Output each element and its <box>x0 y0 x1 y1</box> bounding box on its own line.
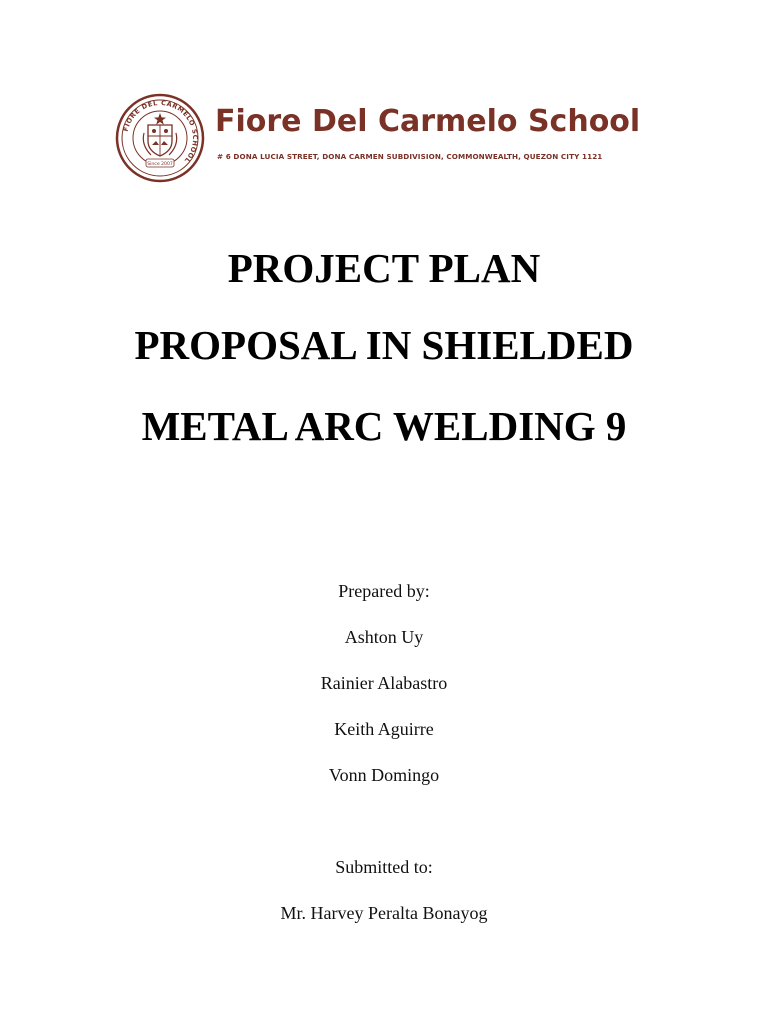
preparer-name: Rainier Alabastro <box>320 673 448 693</box>
document-title-line-3: METAL ARC WELDING 9 <box>141 403 627 449</box>
seal-since-text: Since 2007 <box>147 162 173 167</box>
school-name: Fiore Del Carmelo School <box>215 104 641 139</box>
school-header <box>115 93 655 183</box>
prepared-by-label: Prepared by: <box>338 581 430 601</box>
document-title-line-1: PROJECT PLAN <box>227 245 541 291</box>
school-address: # 6 DONA LUCIA STREET, DONA CARMEN SUBDIVISION, COMMONWEALTH, QUEZON CITY 1121 <box>217 152 603 161</box>
school-seal-logo <box>115 93 205 183</box>
submitted-to-label: Submitted to: <box>335 857 433 877</box>
preparer-name: Ashton Uy <box>344 627 424 647</box>
preparer-name: Keith Aguirre <box>334 719 434 739</box>
preparer-name: Vonn Domingo <box>328 765 440 785</box>
submitted-to-name: Mr. Harvey Peralta Bonayog <box>280 903 488 923</box>
seal-ring-text: FIORE DEL CARMELO SCHOOL <box>121 98 200 165</box>
document-title-line-2: PROPOSAL IN SHIELDED <box>134 322 634 368</box>
